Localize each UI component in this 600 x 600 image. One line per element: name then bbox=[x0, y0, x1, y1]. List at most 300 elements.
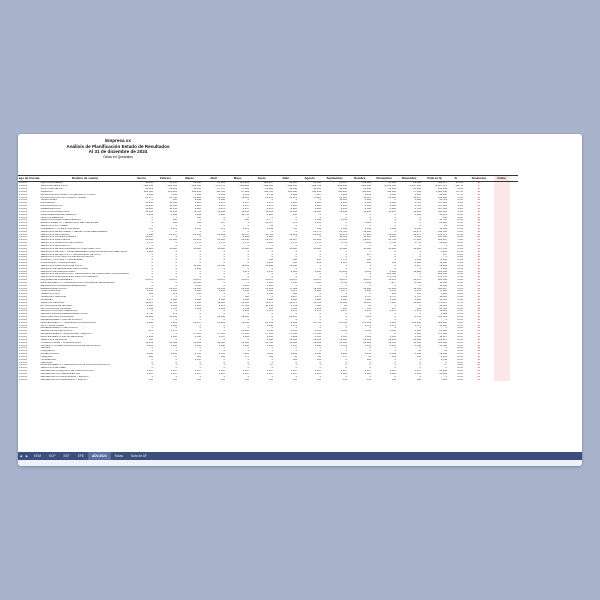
table-cell[interactable]: 65,112 bbox=[439, 372, 448, 375]
table-cell[interactable]: 0 bbox=[319, 327, 322, 330]
table-cell[interactable]: 0 bbox=[319, 324, 322, 327]
table-cell[interactable]: SERVICIOS DE DOMINIO bbox=[40, 233, 70, 236]
table-cell[interactable]: 9,834 bbox=[194, 199, 202, 202]
table-cell[interactable]: N bbox=[477, 344, 480, 347]
table-cell[interactable]: 28,918 bbox=[265, 188, 274, 191]
table-cell[interactable]: 0 bbox=[175, 338, 178, 341]
table-cell[interactable]: 356 bbox=[268, 307, 274, 310]
column-header[interactable]: Diciembre bbox=[397, 176, 422, 182]
table-cell[interactable]: N bbox=[477, 293, 480, 296]
table-cell[interactable]: 0 bbox=[345, 284, 348, 287]
table-cell[interactable]: 2,304 bbox=[364, 227, 372, 230]
table-cell[interactable]: 0 bbox=[445, 327, 448, 330]
table-cell[interactable]: 8,657 bbox=[414, 264, 422, 267]
table-cell[interactable]: 6,834 bbox=[364, 353, 372, 356]
table-cell[interactable]: 20,967 bbox=[169, 233, 178, 236]
table-cell[interactable]: 18,017 bbox=[439, 335, 448, 338]
table-cell[interactable]: 225,538 bbox=[387, 273, 397, 276]
table-cell[interactable]: -1,239,196 bbox=[384, 185, 397, 188]
table-cell[interactable]: -566,942 bbox=[143, 185, 154, 188]
table-cell[interactable]: 0 bbox=[295, 267, 298, 270]
table-cell[interactable]: SERVICIOS DE ARCHIVO Y RESGUARDO DE SITIO bbox=[40, 253, 101, 256]
table-cell[interactable]: 1-16-01 bbox=[18, 202, 28, 205]
table-cell[interactable]: N bbox=[477, 273, 480, 276]
table-cell[interactable]: 108,234 bbox=[192, 190, 202, 193]
table-cell[interactable]: 10,534 bbox=[169, 208, 178, 210]
table-cell[interactable]: N bbox=[477, 341, 480, 344]
table-cell[interactable]: 1,326 bbox=[314, 290, 322, 293]
column-header[interactable]: Junio bbox=[250, 176, 274, 182]
table-cell[interactable]: INDEMNIZACION bbox=[40, 208, 61, 210]
table-cell[interactable]: 21,761 bbox=[339, 230, 348, 233]
table-cell[interactable]: 0 bbox=[319, 347, 322, 350]
table-cell[interactable]: GPS Y MONITOREO bbox=[40, 324, 65, 327]
table-cell[interactable]: 1,050 bbox=[194, 358, 202, 361]
table-cell[interactable]: 41 bbox=[418, 350, 422, 353]
table-cell[interactable]: 54,453 bbox=[169, 181, 178, 185]
table-cell[interactable]: 0 bbox=[445, 256, 448, 259]
table-cell[interactable]: 1-16-01 bbox=[18, 370, 28, 373]
table-cell[interactable]: 0 bbox=[271, 347, 274, 350]
table-cell[interactable]: 250 bbox=[391, 293, 397, 296]
table-cell[interactable]: 1-16-01 bbox=[18, 273, 28, 276]
table-cell[interactable]: 0.1% bbox=[457, 310, 464, 313]
table-cell[interactable]: 0 bbox=[295, 256, 298, 259]
table-cell[interactable]: 8,422 bbox=[389, 202, 397, 205]
table-cell[interactable]: 271 bbox=[172, 293, 178, 296]
table-cell[interactable]: 1-16-01 bbox=[18, 293, 28, 296]
table-cell[interactable]: 2,873 bbox=[314, 296, 322, 299]
sheet-tab[interactable]: BST bbox=[63, 454, 70, 458]
table-cell[interactable]: MANTENIMIENTO Y REPARACIÓN VEHICULOS bbox=[40, 321, 96, 324]
table-cell[interactable]: 33,354 bbox=[388, 341, 397, 344]
table-cell[interactable]: 0 bbox=[419, 364, 422, 367]
table-cell[interactable]: 2,630 bbox=[414, 213, 422, 216]
table-cell[interactable]: 0 bbox=[223, 250, 226, 253]
table-cell[interactable]: 2,207 bbox=[389, 370, 397, 373]
table-cell[interactable]: 90 bbox=[318, 355, 322, 358]
table-cell[interactable]: 0 bbox=[394, 333, 397, 336]
table-cell[interactable]: 8,157 bbox=[242, 208, 250, 210]
table-cell[interactable]: 4.4% bbox=[457, 341, 464, 344]
table-cell[interactable]: 1,096 bbox=[340, 227, 348, 230]
table-cell[interactable]: 43,878 bbox=[145, 279, 154, 282]
table-cell[interactable]: 8,820 bbox=[290, 202, 298, 205]
table-cell[interactable]: DEPRECIACIÓN MAQUINARIA Y EQUIPO bbox=[40, 375, 89, 378]
table-cell[interactable]: 1,569 bbox=[146, 335, 154, 338]
table-cell[interactable]: 2,260 bbox=[146, 353, 154, 356]
table-cell[interactable]: 21,080 bbox=[339, 338, 348, 341]
table-cell[interactable]: 8,820 bbox=[290, 205, 298, 208]
table-cell[interactable]: 467 bbox=[366, 253, 372, 256]
sheet-tab[interactable]: Nota de AF bbox=[130, 454, 147, 458]
table-cell[interactable]: 2,207 bbox=[414, 370, 422, 373]
table-cell[interactable]: SERVICIOS PRESTADOS bbox=[40, 239, 71, 242]
table-cell[interactable]: N bbox=[477, 213, 480, 216]
table-cell[interactable]: 0 bbox=[394, 313, 397, 316]
table-cell[interactable]: 6,720 bbox=[218, 353, 226, 356]
table-cell[interactable]: 0 bbox=[175, 318, 178, 321]
table-cell[interactable]: 0 bbox=[247, 256, 250, 259]
table-cell[interactable]: 0 bbox=[394, 350, 397, 353]
table-cell[interactable]: 0 bbox=[345, 327, 348, 330]
table-cell[interactable]: SERVICIOS DE ENTREGA Y REPARTO DE MERCADERIA bbox=[40, 230, 108, 233]
table-cell[interactable]: 24,755 bbox=[313, 321, 322, 324]
table-row[interactable] bbox=[18, 379, 518, 382]
table-cell[interactable]: 43,878 bbox=[217, 279, 226, 282]
table-cell[interactable]: 0 bbox=[223, 273, 226, 276]
table-cell[interactable]: 1-16-01 bbox=[18, 276, 28, 279]
table-cell[interactable]: 1,670 bbox=[170, 227, 178, 230]
table-cell[interactable]: 2,422 bbox=[440, 250, 448, 253]
table-cell[interactable]: 0 bbox=[345, 367, 348, 370]
table-cell[interactable]: TELÉFONO FIJO bbox=[40, 293, 61, 296]
table-cell[interactable]: 1,280 bbox=[194, 267, 202, 270]
table-cell[interactable]: 0.0% bbox=[457, 364, 464, 367]
table-cell[interactable]: 650 bbox=[148, 378, 154, 381]
table-cell[interactable]: 171,504 bbox=[438, 333, 448, 336]
table-cell[interactable]: 1,741 bbox=[242, 242, 250, 245]
table-cell[interactable]: 15,652 bbox=[145, 210, 154, 213]
table-cell[interactable]: 0 bbox=[223, 327, 226, 330]
table-cell[interactable]: 0 bbox=[394, 284, 397, 287]
table-cell[interactable]: 0 bbox=[151, 350, 154, 353]
table-cell[interactable]: PUBLICIDAD Y PROPAGANDA bbox=[40, 262, 77, 265]
table-cell[interactable]: 1,519 bbox=[414, 335, 422, 338]
table-cell[interactable]: 0 bbox=[151, 296, 154, 299]
table-cell[interactable]: 5,497 bbox=[146, 372, 154, 375]
table-cell[interactable]: 1-16-01 bbox=[18, 375, 28, 378]
table-cell[interactable]: 0 bbox=[151, 367, 154, 370]
table-cell[interactable]: 13,300 bbox=[289, 210, 298, 213]
table-cell[interactable]: 27,584 bbox=[313, 333, 322, 336]
table-cell[interactable]: 167 bbox=[148, 227, 154, 230]
table-cell[interactable]: 0.3% bbox=[457, 213, 464, 216]
table-cell[interactable]: 24,452 bbox=[217, 287, 226, 290]
table-cell[interactable]: 0 bbox=[369, 367, 372, 370]
table-cell[interactable]: 1-16-01 bbox=[18, 324, 28, 327]
column-header[interactable]: Nombre de cuenta bbox=[40, 176, 130, 182]
table-cell[interactable]: 7,800 bbox=[440, 378, 448, 381]
table-cell[interactable]: ARTICULOS DE LIMPIEZA bbox=[40, 307, 72, 310]
table-cell[interactable]: 29,859 bbox=[313, 338, 322, 341]
table-cell[interactable]: MANTENIMIENTO Y REPARACIÓN DE VEHÍCULO EN RUTA bbox=[40, 364, 110, 367]
table-cell[interactable]: 0 bbox=[175, 364, 178, 367]
table-cell[interactable]: 34,729 bbox=[439, 199, 448, 202]
table-cell[interactable]: 114,718 bbox=[264, 190, 274, 193]
table-cell[interactable]: 5,210 bbox=[314, 222, 322, 225]
table-cell[interactable]: 1-16-01 bbox=[18, 253, 28, 256]
table-cell[interactable]: 86,481 bbox=[265, 321, 274, 324]
table-cell[interactable]: 2,920 bbox=[194, 304, 202, 307]
table-cell[interactable]: 5,408 bbox=[170, 344, 178, 347]
table-cell[interactable]: 1,670 bbox=[364, 310, 372, 313]
table-cell[interactable]: 13,710 bbox=[439, 219, 448, 222]
table-cell[interactable]: 0 bbox=[345, 313, 348, 316]
table-cell[interactable]: 0.5% bbox=[457, 304, 464, 307]
table-cell[interactable]: 91 bbox=[444, 225, 448, 228]
table-cell[interactable]: MEJORAS A PROPIEDAD ARRENDADA bbox=[40, 284, 87, 287]
table-cell[interactable]: 82,025 bbox=[439, 193, 448, 196]
table-cell[interactable]: 0 bbox=[175, 230, 178, 233]
table-cell[interactable]: N bbox=[477, 219, 480, 222]
table-cell[interactable]: GASTOS MEDICOS bbox=[40, 216, 64, 219]
table-cell[interactable]: 1-16-01 bbox=[18, 242, 28, 245]
table-cell[interactable]: 0 bbox=[271, 256, 274, 259]
table-cell[interactable]: 8,882 bbox=[389, 270, 397, 273]
table-cell[interactable]: 0 bbox=[345, 250, 348, 253]
table-cell[interactable]: 2.1% bbox=[457, 196, 464, 199]
table-cell[interactable]: 508,177 bbox=[438, 181, 448, 185]
table-cell[interactable]: 8,082 bbox=[290, 270, 298, 273]
table-cell[interactable]: 0 bbox=[345, 225, 348, 228]
table-cell[interactable]: ARRENDAMIENTO VEHÍCULOS bbox=[40, 327, 78, 330]
table-cell[interactable]: 483 bbox=[342, 307, 348, 310]
table-cell[interactable]: 1,291 bbox=[146, 344, 154, 347]
table-cell[interactable]: 0 bbox=[345, 361, 348, 364]
table-cell[interactable]: 0 bbox=[369, 276, 372, 279]
table-cell[interactable]: 0 bbox=[419, 216, 422, 219]
table-cell[interactable]: 0 bbox=[295, 350, 298, 353]
table-cell[interactable]: 0.6% bbox=[457, 264, 464, 267]
table-cell[interactable]: 5,324 bbox=[314, 372, 322, 375]
table-cell[interactable]: 0 bbox=[271, 361, 274, 364]
table-cell[interactable]: 0 bbox=[369, 350, 372, 353]
table-cell[interactable]: 0 bbox=[295, 375, 298, 378]
table-cell[interactable]: 0 bbox=[394, 256, 397, 259]
table-cell[interactable]: 0 bbox=[223, 330, 226, 333]
table-cell[interactable]: 0 bbox=[223, 270, 226, 273]
table-cell[interactable]: 10,628 bbox=[145, 247, 154, 250]
table-cell[interactable]: 763 bbox=[292, 227, 298, 230]
table-cell[interactable]: 50 bbox=[294, 355, 298, 358]
table-cell[interactable]: 8,722 bbox=[414, 202, 422, 205]
table-cell[interactable]: 0 bbox=[151, 259, 154, 262]
table-cell[interactable]: 170 bbox=[342, 355, 348, 358]
table-cell[interactable]: 10,053 bbox=[313, 188, 322, 191]
table-cell[interactable]: N bbox=[477, 264, 480, 267]
column-header[interactable]: Indice bbox=[494, 176, 510, 182]
table-cell[interactable]: 11.7% bbox=[456, 190, 464, 193]
table-cell[interactable]: PARQUEOS bbox=[40, 350, 55, 353]
table-cell[interactable]: 46,975 bbox=[413, 233, 422, 236]
table-cell[interactable]: 10,628 bbox=[413, 247, 422, 250]
table-cell[interactable]: 0 bbox=[345, 213, 348, 216]
table-cell[interactable]: 9,480 bbox=[314, 205, 322, 208]
table-cell[interactable]: 7,283 bbox=[364, 316, 372, 319]
table-cell[interactable]: 5,324 bbox=[364, 372, 372, 375]
table-cell[interactable]: 0 bbox=[369, 313, 372, 316]
table-cell[interactable]: 0 bbox=[369, 244, 372, 247]
table-cell[interactable]: 14,525 bbox=[363, 196, 372, 199]
table-cell[interactable]: 22,360 bbox=[388, 233, 397, 236]
table-cell[interactable]: 2,207 bbox=[340, 370, 348, 373]
table-cell[interactable]: 1-16-01 bbox=[18, 281, 28, 284]
table-cell[interactable]: 0 bbox=[247, 281, 250, 284]
table-cell[interactable]: 11,062 bbox=[145, 181, 154, 185]
table-cell[interactable]: 0 bbox=[319, 284, 322, 287]
table-cell[interactable]: 0 bbox=[247, 350, 250, 353]
table-cell[interactable]: 0 bbox=[271, 358, 274, 361]
table-cell[interactable]: SERVICIOS DE MANTENIMIENTO CORPORATIVOS bbox=[40, 247, 101, 250]
table-cell[interactable]: 0 bbox=[419, 358, 422, 361]
table-cell[interactable]: 0 bbox=[394, 222, 397, 225]
table-cell[interactable]: 0 bbox=[175, 276, 178, 279]
table-cell[interactable]: 0 bbox=[223, 310, 226, 313]
table-cell[interactable]: 3,062 bbox=[194, 307, 202, 310]
table-cell[interactable]: 0 bbox=[394, 367, 397, 370]
table-cell[interactable]: 225,538 bbox=[438, 273, 448, 276]
table-cell[interactable]: N bbox=[477, 313, 480, 316]
table-cell[interactable]: 24,063 bbox=[339, 239, 348, 242]
table-cell[interactable]: 150 bbox=[292, 262, 298, 265]
table-cell[interactable]: 0 bbox=[151, 284, 154, 287]
table-cell[interactable]: 0 bbox=[223, 276, 226, 279]
table-cell[interactable]: 0 bbox=[223, 256, 226, 259]
table-cell[interactable]: 19,319 bbox=[413, 287, 422, 290]
table-cell[interactable]: 0 bbox=[345, 324, 348, 327]
table-cell[interactable]: 10,628 bbox=[363, 247, 372, 250]
table-cell[interactable]: 6,045 bbox=[440, 259, 448, 262]
table-cell[interactable]: 8,335 bbox=[340, 330, 348, 333]
table-cell[interactable]: 0 bbox=[175, 242, 178, 245]
table-cell[interactable]: 154 bbox=[391, 262, 397, 265]
table-cell[interactable]: 1-16-01 bbox=[18, 330, 28, 333]
table-cell[interactable]: 0 bbox=[419, 284, 422, 287]
table-cell[interactable]: 0 bbox=[247, 318, 250, 321]
table-cell[interactable]: 0 bbox=[175, 361, 178, 364]
table-cell[interactable]: 0 bbox=[223, 230, 226, 233]
table-cell[interactable]: 1,896 bbox=[414, 199, 422, 202]
table-cell[interactable]: 40,699 bbox=[193, 341, 202, 344]
table-cell[interactable]: N bbox=[477, 276, 480, 279]
table-cell[interactable]: DOMINIO, HOSTING Y PAGINA WEB bbox=[40, 259, 83, 262]
table-cell[interactable]: 0 bbox=[319, 236, 322, 239]
table-cell[interactable]: 1,741 bbox=[218, 242, 226, 245]
table-cell[interactable]: 9,020 bbox=[194, 202, 202, 205]
table-cell[interactable]: 650 bbox=[416, 378, 422, 381]
table-cell[interactable]: 0 bbox=[295, 364, 298, 367]
table-cell[interactable]: 1,694 bbox=[389, 227, 397, 230]
table-cell[interactable]: 5,497 bbox=[194, 372, 202, 375]
table-cell[interactable]: 21,850 bbox=[388, 196, 397, 199]
sheet-tab[interactable]: ECP bbox=[48, 454, 56, 458]
table-cell[interactable]: 2,207 bbox=[242, 370, 250, 373]
table-cell[interactable]: 81,050 bbox=[313, 181, 322, 185]
table-cell[interactable]: 4.6% bbox=[457, 279, 464, 282]
table-cell[interactable]: 80,684 bbox=[313, 239, 322, 242]
table-cell[interactable]: -634,083 bbox=[239, 185, 250, 188]
table-cell[interactable]: 53,338 bbox=[413, 341, 422, 344]
table-cell[interactable]: -603,332 bbox=[167, 185, 178, 188]
table-cell[interactable]: N bbox=[477, 350, 480, 353]
table-cell[interactable]: 8,422 bbox=[389, 205, 397, 208]
table-cell[interactable]: SUELDOS bbox=[40, 190, 53, 193]
table-cell[interactable]: 8,157 bbox=[242, 202, 250, 205]
table-cell[interactable]: N bbox=[477, 205, 480, 208]
table-cell[interactable]: 12,000 bbox=[193, 281, 202, 284]
table-cell[interactable]: 0 bbox=[175, 225, 178, 228]
table-cell[interactable]: 0 bbox=[223, 347, 226, 350]
table-cell[interactable]: 0 bbox=[319, 199, 322, 202]
table-cell[interactable]: 6,000 bbox=[414, 236, 422, 239]
table-cell[interactable]: 0 bbox=[295, 253, 298, 256]
table-cell[interactable]: VENTA DE SERVICIOS bbox=[40, 185, 68, 188]
table-cell[interactable]: 1,741 bbox=[194, 242, 202, 245]
table-cell[interactable]: 10,464 bbox=[265, 304, 274, 307]
table-cell[interactable]: 43,878 bbox=[169, 279, 178, 282]
table-cell[interactable]: VENTA DE BIENES bbox=[40, 181, 63, 185]
table-cell[interactable]: 0 bbox=[175, 358, 178, 361]
table-cell[interactable]: 0 bbox=[247, 216, 250, 219]
table-cell[interactable]: 8,478 bbox=[218, 208, 226, 210]
table-cell[interactable]: 0 bbox=[223, 262, 226, 265]
table-cell[interactable]: 1,741 bbox=[414, 242, 422, 245]
table-cell[interactable]: 1,088 bbox=[242, 299, 250, 301]
table-cell[interactable]: 7,213 bbox=[314, 281, 322, 284]
table-cell[interactable]: 1.5% bbox=[457, 210, 464, 213]
table-cell[interactable]: N bbox=[477, 188, 480, 191]
table-cell[interactable]: 0 bbox=[394, 250, 397, 253]
table-cell[interactable]: 13,161 bbox=[241, 264, 250, 267]
table-cell[interactable]: 28,629 bbox=[363, 341, 372, 344]
table-cell[interactable]: 9,058 bbox=[314, 353, 322, 356]
table-cell[interactable]: 0.0% bbox=[457, 293, 464, 296]
table-cell[interactable]: 0 bbox=[151, 375, 154, 378]
table-cell[interactable]: 27,993 bbox=[363, 233, 372, 236]
table-cell[interactable]: 0 bbox=[175, 244, 178, 247]
table-cell[interactable]: -9,607,374 bbox=[435, 185, 448, 188]
table-cell[interactable]: 0.0% bbox=[457, 225, 464, 228]
table-cell[interactable]: SERVICIO TAXI / UBER bbox=[40, 225, 68, 228]
table-cell[interactable]: 20,644 bbox=[413, 181, 422, 185]
table-cell[interactable]: 0 bbox=[175, 375, 178, 378]
table-cell[interactable]: 2,844 bbox=[170, 213, 178, 216]
table-cell[interactable]: 41,136 bbox=[289, 181, 298, 185]
table-cell[interactable]: 1.5% bbox=[457, 333, 464, 336]
table-cell[interactable]: 5,777 bbox=[266, 219, 274, 222]
table-cell[interactable]: DEPRECIACIÓN HERRAMIENTAS bbox=[40, 372, 80, 375]
table-cell[interactable]: 2,132 bbox=[340, 219, 348, 222]
table-cell[interactable]: 2,529 bbox=[340, 296, 348, 299]
table-cell[interactable]: 427 bbox=[391, 307, 397, 310]
table-cell[interactable]: 16 bbox=[368, 304, 372, 307]
table-cell[interactable]: 200 bbox=[292, 213, 298, 216]
table-cell[interactable]: 3,226 bbox=[146, 370, 154, 373]
table-cell[interactable]: 0 bbox=[419, 347, 422, 350]
table-cell[interactable]: 211 bbox=[417, 293, 422, 296]
table-cell[interactable]: 0 bbox=[394, 213, 397, 216]
table-cell[interactable]: 1,633 bbox=[414, 290, 422, 293]
table-cell[interactable]: PARQUEO bbox=[40, 355, 53, 358]
table-cell[interactable]: 79,449 bbox=[289, 321, 298, 324]
table-cell[interactable]: 0 bbox=[345, 273, 348, 276]
table-cell[interactable]: 14,411 bbox=[439, 284, 448, 287]
table-cell[interactable]: 176,761 bbox=[387, 276, 397, 279]
table-cell[interactable]: 2,220 bbox=[389, 344, 397, 347]
table-cell[interactable]: 180 bbox=[196, 222, 202, 225]
table-cell[interactable]: 0.3% bbox=[457, 199, 464, 202]
table-cell[interactable]: 12,075 bbox=[265, 301, 274, 304]
table-cell[interactable]: N bbox=[477, 196, 480, 199]
table-cell[interactable]: 82,914 bbox=[388, 338, 397, 341]
table-cell[interactable]: 0.0% bbox=[457, 188, 464, 191]
table-cell[interactable]: 180 bbox=[148, 355, 154, 358]
table-cell[interactable]: 3,482 bbox=[266, 242, 274, 245]
table-cell[interactable]: N bbox=[477, 244, 480, 247]
table-cell[interactable]: 0 bbox=[199, 244, 202, 247]
table-cell[interactable]: 27 bbox=[270, 364, 274, 367]
